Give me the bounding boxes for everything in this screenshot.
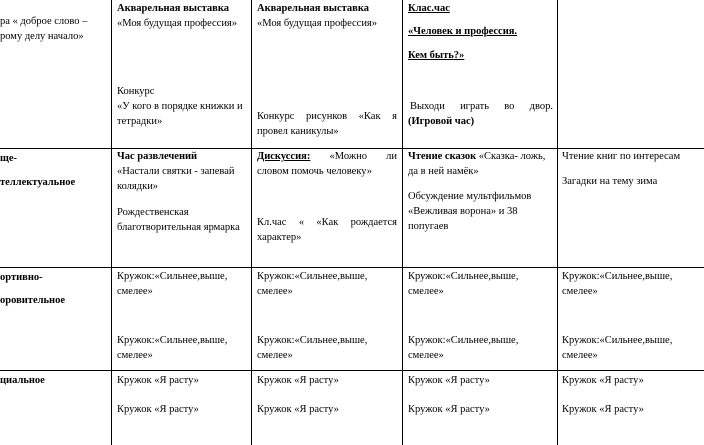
- entertainment-hour-title: Час развлечений: [117, 151, 198, 162]
- row1-col1-line2: рому делу начало»: [0, 31, 84, 42]
- contest-label: Конкурс: [117, 86, 155, 97]
- class-hour-label: Клас.час: [408, 3, 450, 14]
- cartoon-discussion: Обсуждение мультфильмов «Вежливая ворона» и 38 попугаев: [408, 191, 532, 232]
- table-border: [0, 267, 704, 268]
- discussion-text: [257, 150, 397, 180]
- table-border: [0, 370, 704, 371]
- table-border: [0, 148, 704, 149]
- table-border: [251, 0, 252, 445]
- club-stronger: Кружок:«Сильнее,выше, смелее»: [562, 335, 673, 361]
- club-i-grow: Кружок «Я расту»: [117, 375, 199, 386]
- fairy-tale-reading: [408, 150, 553, 180]
- club-stronger: Кружок:«Сильнее,выше, смелее»: [257, 335, 368, 361]
- club-i-grow: Кружок «Я расту»: [408, 404, 490, 415]
- fairy-tale-text: «Сказка- ложь, да в ней намёк»: [408, 151, 546, 177]
- fairy-tale-label: Чтение сказок: [408, 151, 477, 162]
- club-stronger: Кружок:«Сильнее,выше, смелее»: [562, 271, 673, 297]
- club-i-grow: Кружок «Я расту»: [257, 375, 339, 386]
- game-hour-type: (Игровой час): [408, 116, 475, 127]
- watercolor-exhibition-subtitle: «Моя будущая профессия»: [257, 18, 378, 29]
- discussion-topic: «Можно ли словом помочь человеку»: [257, 151, 397, 177]
- game-hour-text: Выходи играть во двор.: [410, 101, 553, 112]
- row1-col1-line1: ра « доброе слово –: [0, 16, 88, 27]
- drawing-contest-line: Конкурс рисунков «Как я провел каникулы»: [257, 111, 397, 137]
- table-border: [557, 0, 558, 445]
- club-i-grow: Кружок «Я расту»: [408, 375, 490, 386]
- book-reading: Чтение книг по интересам: [562, 151, 681, 162]
- club-stronger: Кружок:«Сильнее,выше, смелее»: [408, 335, 519, 361]
- watercolor-exhibition-subtitle: «Моя будущая профессия»: [117, 17, 238, 29]
- watercolor-exhibition-title: Акварельная выставка: [257, 3, 369, 14]
- watercolor-exhibition-title: Акварельная выставка: [117, 3, 229, 14]
- club-stronger: Кружок:«Сильнее,выше, смелее»: [117, 335, 228, 361]
- club-i-grow: Кружок «Я расту»: [562, 375, 644, 386]
- club-i-grow: Кружок «Я расту»: [117, 404, 199, 415]
- row2-category-line1: ще-: [0, 153, 18, 164]
- entertainment-hour-text: «Настали святки - запевай колядки»: [117, 166, 235, 192]
- row3-category-line1: ортивно-: [0, 272, 43, 283]
- row2-category-line2: теллектуальное: [0, 177, 76, 188]
- contest-title: «У кого в порядке книжки и тетрадки»: [117, 101, 243, 127]
- club-i-grow: Кружок «Я расту»: [562, 404, 644, 415]
- club-stronger: Кружок:«Сильнее,выше, смелее»: [117, 271, 228, 297]
- winter-riddles: Загадки на тему зима: [562, 176, 658, 187]
- row4-category-line1: циальное: [0, 375, 45, 386]
- table-border: [402, 0, 403, 445]
- class-hour-title: «Человек и профессия.: [408, 26, 518, 37]
- charity-fair-text: Рождественская благотворительная ярмарка: [117, 207, 240, 233]
- row3-category-line2: оровительное: [0, 295, 66, 306]
- discussion-label: Дискуссия:: [257, 151, 311, 162]
- table-border: [111, 0, 112, 445]
- watercolor-exhibition-text: [117, 2, 245, 32]
- class-hour-character: Кл.час « «Как рождается характер»: [257, 217, 397, 243]
- club-stronger: Кружок:«Сильнее,выше, смелее»: [408, 271, 519, 297]
- club-stronger: Кружок:«Сильнее,выше, смелее»: [257, 271, 368, 297]
- class-hour-question: Кем быть?»: [408, 50, 465, 61]
- club-i-grow: Кружок «Я расту»: [257, 404, 339, 415]
